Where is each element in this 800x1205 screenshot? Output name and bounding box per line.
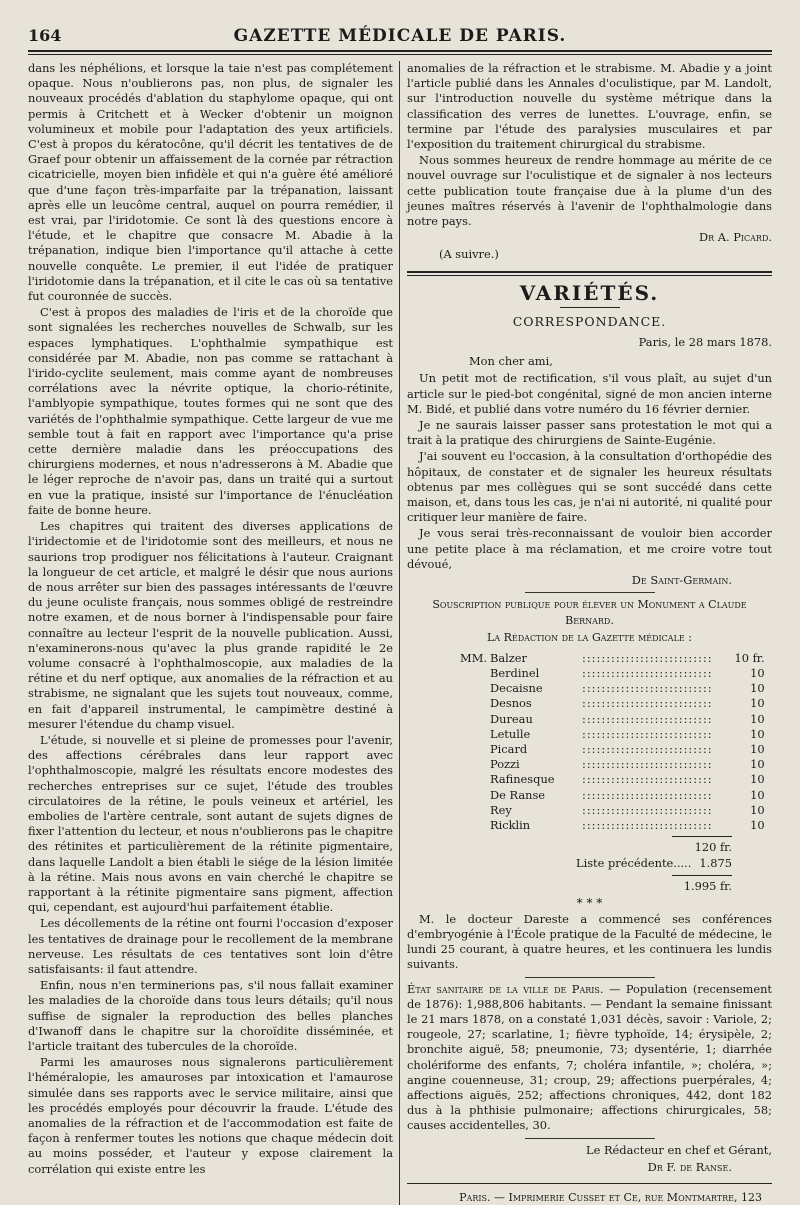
donor-name: Balzer — [490, 650, 527, 665]
etat-text: — Population (recensement de 1876): 1,988,806 habitants. — Pendant la semaine finissant le 21 mars 1878, on a constaté 1,031 décès, savoir : Variole, 2; rougeole, 27; scarlatine, 1; fièvre typhoïde, 14; érysipèle, 2; bronchite aiguë, 58; pneumonie, 73; dysentérie, 1; diarrhée cholériforme des enfants, 7; choléra infantile, »; choléra, »; angine couenneuse, 31; croup, 29; affections puerpérales, 4; affections aiguës, 252; affections chroniques, 442, dont 182 dus à la phthisie pulmonaire; affections chirurgicales, 58; causes accidentelles, 30. — [407, 981, 772, 1133]
section-rule — [407, 271, 772, 276]
donor-name: Decaisne — [490, 681, 543, 696]
sum-rule — [672, 836, 732, 837]
letter-paragraph: Un petit mot de rectification, s'il vous plaît, au sujet d'un article sur le pied-bot congénital, signé de mon ancien interne M. Bidé, et publié dans votre numéro du 16 février dernier. — [407, 371, 772, 416]
article-paragraph: dans les néphélions, et lorsque la taie n'est pas complétement opaque. Nous n'oublierons pas, non plus, de signaler les nouveaux procédés d'ablation du staphylome opaque, qui ont permis à Critchett et à Wecker d'obtenir un moignon volumineux et mobile pour l'adaptation des yeux artificiels. C'est à propos du kératocône, qu'il décrit les tentatives de de Graef pour obtenir un affaissement de la cornée par rétraction cicatricielle, moyen bien infidèle et qui n'a guère été amélioré que d'une façon très-imparfaite par la trépanation, laissant après elle un leucôme central, auquel on pourra remédier, il est vrai, par l'iridotomie. Ce sont là des questions encore à l'étude, et le chapitre que consacre M. Abadie à la trépanation, indique bien l'importance qu'il attache à cette nouvelle conquête. Le premier, il eut l'idée de pratiquer l'iridotomie dans la trépanation, et il cite le cas où sa tentative fut couronnée de succès. — [28, 61, 393, 304]
leader-dots: ::::::::::::::::::::::::::: — [582, 681, 713, 696]
donor-name: Desnos — [490, 696, 532, 711]
donor-name: Ricklin — [490, 817, 531, 832]
donor-name: De Ranse — [490, 787, 546, 802]
page-number: 164 — [28, 26, 62, 45]
article-closing: Nous sommes heureux de rendre hommage au mérite de ce nouvel ouvrage sur l'oculistique et de signaler à nos lecteurs cette publication toute française due à la plume d'un des jeunes maîtres réservés à l'avenir de l'ophthalmologie dans notre pays. — [407, 153, 772, 229]
donor-name: Picard — [490, 742, 528, 757]
leader-dots: ::::::::::::::::::::::::::: — [582, 757, 713, 772]
editor-line: Le Rédacteur en chef et Gérant, — [586, 1142, 772, 1157]
donor-row — [407, 818, 772, 833]
donor-name: Dureau — [490, 711, 533, 726]
divider-rule — [525, 977, 655, 978]
article-paragraph: Parmi les amauroses nous signalerons particulièrement l'héméralopie, les amauroses par intoxication et l'amaurose simulée dans ses rapports avec le service militaire, ainsi que les procédés employés pour découvrir la fraude. L'étude des anomalies de la réfraction et de l'accommodation est faite de façon à renfermer toutes les notions que chaque médecin doit au moins posséder, et l'auteur y expose clairement la corrélation qui existe entre les — [28, 1055, 393, 1176]
donor-amount: 10 — [750, 817, 765, 832]
article-paragraph: Les décollements de la rétine ont fourni l'occasion d'exposer les tentatives de drainage pour le recollement de la membrane nerveuse. Les résultats de ces tentatives sont loin d'être satisfaisants: il faut attendre. — [28, 916, 393, 976]
divider-rule — [525, 1138, 655, 1139]
title-rule — [560, 307, 620, 308]
total-line — [407, 879, 772, 894]
leader-dots: ::::::::::::::::::::::::::: — [582, 650, 713, 665]
running-title: GAZETTE MÉDICALE DE PARIS. — [233, 26, 567, 46]
donor-row — [407, 727, 772, 742]
donor-name: Rey — [490, 802, 512, 817]
donor-row — [407, 788, 772, 803]
donor-row — [407, 742, 772, 757]
total-amount: 1.995 fr. — [683, 878, 732, 893]
donor-amount: 10 — [750, 726, 765, 741]
previous-list-line — [407, 856, 772, 871]
sum-rule — [672, 875, 732, 876]
donor-row — [407, 772, 772, 787]
donor-amount: 10 — [750, 696, 765, 711]
donor-row — [407, 681, 772, 696]
divider-rule — [525, 592, 655, 593]
donor-amount: 10 fr. — [734, 650, 765, 665]
previous-list-amount: 1.875 — [699, 856, 732, 871]
letter-signature: De Saint-Germain. — [631, 573, 732, 588]
leader-dots: ::::::::::::::::::::::::::: — [582, 772, 713, 787]
donor-amount: 10 — [750, 666, 765, 681]
leader-dots: ::::::::::::::::::::::::::: — [582, 711, 713, 726]
leader-dots: ::::::::::::::::::::::::::: — [582, 817, 713, 832]
letter-date: Paris, le 28 mars 1878. — [638, 335, 772, 350]
article-paragraph: L'étude, si nouvelle et si pleine de promesses pour l'avenir, des affections cérébrales dans leur rapport avec l'ophthalmoscopie, malgré les résultats encore modestes des recherches entreprises sur ce sujet, l'étude des troubles circulatoires de la rétine, le pouls veineux et artériel, les embolies de l'artère centrale, sont autant de sujets dignes de fixer l'attention du lecteur, et nous n'oublierons pas le chapitre des rétinites et particulièrement de la rétinite pigmentaire, dans laquelle Landolt a bien établi le siége de la lésion limitée à la rétine. Mais nous avons en vain cherché le chapitre se rapportant à la rétinite pigmentaire sans pigment, affection qui, cependant, est aujourd'hui parfaitement établie. — [28, 732, 393, 915]
editor-name: Dr F. de Ranse. — [647, 1159, 732, 1174]
letter-paragraph: J'ai souvent eu l'occasion, à la consultation d'orthopédie des hôpitaux, de constater et de signaler les heureux résultats obtenus par mes collègues qui se sont succédé dans cette maison, et, dans tous les cas, je n'ai ni autorité, ni qualité pour critiquer leur manière de faire. — [407, 449, 772, 525]
leader-dots: ::::::::::::::::::::::::::: — [582, 787, 713, 802]
leader-dots: ::::::::::::::::::::::::::: — [582, 802, 713, 817]
donor-amount: 10 — [750, 711, 765, 726]
etat-heading: État sanitaire de la ville de Paris. — [407, 981, 604, 996]
donor-amount: 10 — [750, 681, 765, 696]
right-column — [407, 61, 772, 1205]
to-be-continued: (A suivre.) — [439, 247, 499, 262]
correspondance-title: CORRESPONDANCE. — [512, 313, 667, 329]
article-author: Dr A. Picard. — [698, 230, 772, 245]
article-paragraph: Les chapitres qui traitent des diverses applications de l'iridectomie et de l'iridotomie sont des meilleurs, et nous ne saurions trop prodiguer nos félicitations à l'auteur. Craignant la longueur de cet article, et malgré le désir que nous aurions de nous arrêter sur bien des passages intéressants de l'œuvre du jeune oculiste français, nous sommes obligé de restreindre notre examen, et de nous borner à l'indispensable pour faire connaître au lecteur l'esprit de la nouvelle publication. Aussi, n'examinerons-nous qu'avec la plus grande rapidité le 2e volume consacré à l'ophthalmoscopie, aux maladies de la rétine et du nerf optique, aux anomalies de la réfraction et au strabisme, ne signalant que les sujets tout nouveaux, comme, en fait d'appareil instrumental, le campimètre destiné à mesurer l'étendue du champ visuel. — [28, 519, 393, 731]
donor-name: Rafinesque — [490, 772, 555, 787]
leader-dots: ::::::::::::::::::::::::::: — [582, 726, 713, 741]
donor-row — [407, 666, 772, 681]
printer-imprint: Paris. — Imprimerie Cusset et Ce, rue Montmartre, 123 — [459, 1191, 762, 1205]
left-column — [28, 61, 393, 1205]
section-title: VARIÉTÉS. — [519, 280, 660, 305]
leader-dots: ::::::::::::::::::::::::::: — [582, 742, 713, 757]
subtotal-line — [407, 840, 772, 855]
page-header — [28, 26, 772, 48]
asterism: * * * — [576, 895, 603, 910]
column-divider — [399, 61, 400, 1205]
leader-dots: ::::::::::::::::::::::::::: — [582, 696, 713, 711]
letter-paragraph: Je ne saurais laisser passer sans protestation le mot qui a trait à la pratique des chirurgiens de Sainte-Eugénie. — [407, 418, 772, 448]
donor-name: Letulle — [490, 726, 531, 741]
donor-row — [407, 696, 772, 711]
etat-sanitaire — [407, 982, 772, 1134]
donor-row — [407, 712, 772, 727]
letter-paragraph: Je vous serai très-reconnaissant de vouloir bien accorder une petite place à ma réclamation, et me croire votre tout dévoué, — [407, 526, 772, 571]
donor-amount: 10 — [750, 772, 765, 787]
donor-amount: 10 — [750, 757, 765, 772]
letter-salutation: Mon cher ami, — [469, 354, 553, 369]
article-paragraph: C'est à propos des maladies de l'iris et de la choroïde que sont signalées les recherches nouvelles de Schwalb, sur les espaces lymphatiques. L'ophthalmie sympathique est considérée par M. Abadie, non pas comme se rattachant à l'irido-cyclite seulement, mais comme ayant de nombreuses corrélations avec la névrite optique, la chorio-rétinite, l'amblyopie sympathique, toutes formes qui ne sont que des variétés de l'ophthalmie sympathique. Cette largeur de vue me semble tout à fait en rapport avec l'importance qu'a prise cette dernière maladie dans les préoccupations des chirurgiens modernes, et nous n'adresserons à M. Abadie que le léger reproche de n'avoir pas, dans un traité qui a surtout en vue la pratique, insisté sur l'importance de l'énucléation faite de bonne heure. — [28, 305, 393, 517]
donor-amount: 10 — [750, 787, 765, 802]
subscription-subtitle: La Rédaction de la Gazette médicale : — [487, 630, 692, 644]
footer-rule — [407, 1183, 772, 1184]
article-continuation: anomalies de la réfraction et le strabisme. M. Abadie y a joint l'article publié dans les Annales d'oculistique, par M. Landolt, sur l'introduction nouvelle du système métrique dans la classification des verres de lunettes. L'ouvrage, enfin, se termine par l'étude des paralysies musculaires et par l'exposition du traitement chirurgical du strabisme. — [407, 61, 772, 152]
donor-row — [407, 651, 772, 666]
donor-row — [407, 757, 772, 772]
donor-name: Berdinel — [490, 666, 540, 681]
donor-amount: 10 — [750, 802, 765, 817]
announcement-paragraph: M. le docteur Dareste a commencé ses conférences d'embryogénie à l'École pratique de la Faculté de médecine, le lundi 25 courant, à quatre heures, et les continuera les lundis suivants. — [407, 911, 772, 972]
article-paragraph: Enfin, nous n'en terminerions pas, s'il nous fallait examiner les maladies de la choroïde dans tous leurs détails; qu'il nous suffise de signaler la reproduction des belles planches d'Iwanoff dans le chapitre sur la choroïdite disséminée, et l'article traitant des tubercules de la choroïde. — [28, 978, 393, 1053]
two-column-body — [28, 61, 772, 1205]
subtotal-amount: 120 fr. — [694, 840, 732, 855]
donor-name: Pozzi — [490, 757, 520, 772]
header-rule — [28, 50, 772, 55]
donors-prefix: MM. — [460, 650, 487, 665]
donor-list — [407, 651, 772, 833]
leader-dots: ::::::::::::::::::::::::::: — [582, 666, 713, 681]
subscription-title: Souscription publique pour élever un Monument a Claude Bernard. — [432, 598, 747, 627]
donor-amount: 10 — [750, 742, 765, 757]
donor-row — [407, 803, 772, 818]
previous-list-label: Liste précédente..... — [576, 856, 692, 871]
